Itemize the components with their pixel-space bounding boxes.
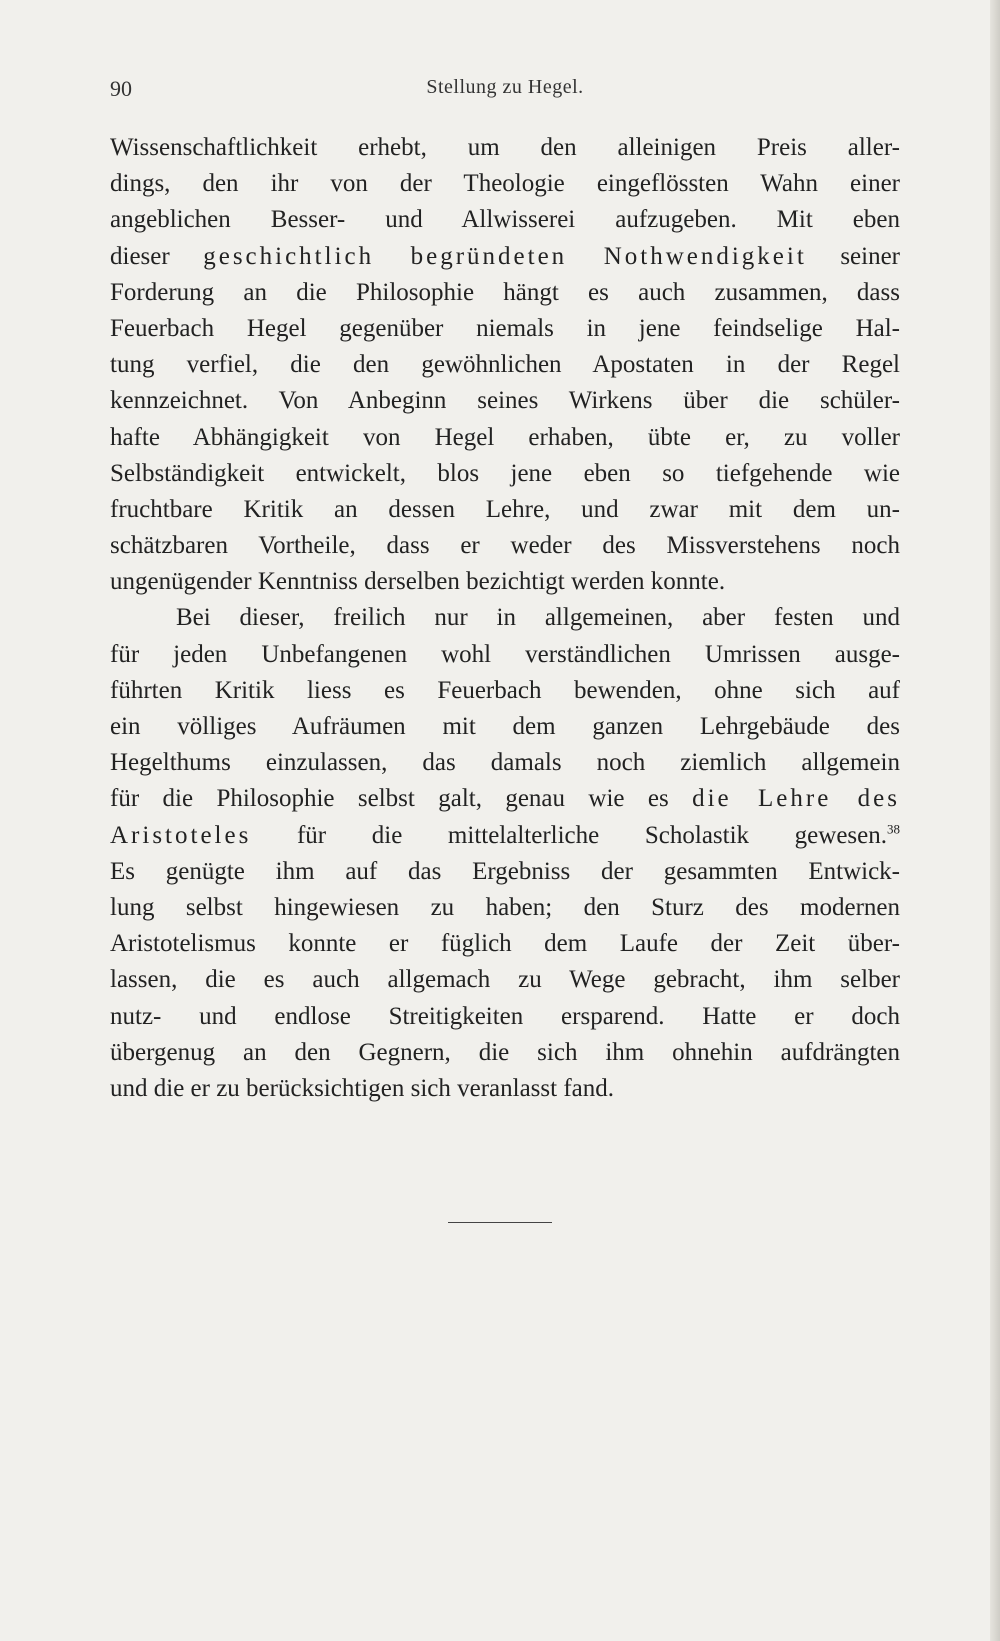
text-line: ein völliges Aufräumen mit dem ganzen Lehrgebäude des <box>110 713 900 740</box>
text-segment: seiner <box>840 242 901 270</box>
text-line <box>110 239 900 275</box>
text-line <box>110 818 900 854</box>
text-segment: für die mittelalterliche Scholastik gewesen. <box>296 821 888 849</box>
text-line: lung selbst hingewiesen zu haben; den Sturz des modernen <box>110 893 900 921</box>
text-line: dings, den ihr von der Theologie eingeflössten Wahn einer <box>110 170 900 198</box>
text-line: Es genügte ihm auf das Ergebniss der gesammten Entwick- <box>110 857 900 885</box>
text-line: Bei dieser, freilich nur in allgemeinen, aber festen und <box>176 604 900 632</box>
text-line: angeblichen Besser- und Allwisserei aufzugeben. Mit eben <box>110 206 900 234</box>
page-header <box>110 66 900 106</box>
text-line: Aristotelismus konnte er füglich dem Laufe der Zeit über- <box>110 930 900 958</box>
text-line: nutz- und endlose Streitigkeiten ersparend. Hatte er doch <box>110 1002 900 1030</box>
text-line: hafte Abhängigkeit von Hegel erhaben, übte er, zu voller <box>110 423 900 451</box>
text-line <box>110 781 900 817</box>
paragraph-1 <box>110 130 900 600</box>
footnote-reference: 38 <box>887 821 901 837</box>
emphasized-text: die Lehre des <box>692 785 901 813</box>
text-line: übergenug an den Gegnern, die sich ihm ohnehin aufdrängten <box>110 1038 900 1066</box>
text-segment: für die Philosophie selbst galt, genau wie es <box>110 785 669 813</box>
text-line: kennzeichnet. Von Anbeginn seines Wirkens über die schüler- <box>110 387 900 415</box>
emphasized-text: Aristoteles <box>110 821 252 849</box>
text-line: Feuerbach Hegel gegenüber niemals in jene feindselige Hal- <box>110 314 900 342</box>
text-line: ungenügender Kenntniss derselben bezichtigt werden konnte. <box>110 568 726 596</box>
text-line: führten Kritik liess es Feuerbach bewenden, ohne sich auf <box>110 676 900 704</box>
text-line: schätzbaren Vortheile, dass er weder des Missverstehens noch <box>110 532 900 560</box>
paragraph-2 <box>110 600 900 1107</box>
text-line: fruchtbare Kritik an dessen Lehre, und zwar mit dem un- <box>110 495 900 523</box>
text-line: und die er zu berücksichtigen sich veranlasst fand. <box>110 1074 614 1102</box>
running-head: Stellung zu Hegel. <box>426 76 584 98</box>
text-line: Selbständigkeit entwickelt, blos jene eben so tiefgehende wie <box>110 459 900 487</box>
text-line: Wissenschaftlichkeit erhebt, um den alleinigen Preis aller- <box>110 134 900 161</box>
text-line: für jeden Unbefangenen wohl verständlichen Umrissen ausge- <box>110 640 900 668</box>
page-number: 90 <box>110 76 132 101</box>
section-end-rule <box>448 1222 552 1223</box>
page-edge-shadow <box>990 0 1000 1641</box>
text-line: Forderung an die Philosophie hängt es auch zusammen, dass <box>110 278 900 306</box>
emphasized-text: geschichtlich begründeten Nothwendigkeit <box>203 242 807 270</box>
text-line: lassen, die es auch allgemach zu Wege gebracht, ihm selber <box>110 966 900 994</box>
body-text <box>110 130 900 1107</box>
text-line: tung verfiel, die den gewöhnlichen Apostaten in der Regel <box>110 351 900 379</box>
text-line: Hegelthums einzulassen, das damals noch ziemlich allgemein <box>110 749 900 777</box>
text-segment: dieser <box>110 242 170 270</box>
